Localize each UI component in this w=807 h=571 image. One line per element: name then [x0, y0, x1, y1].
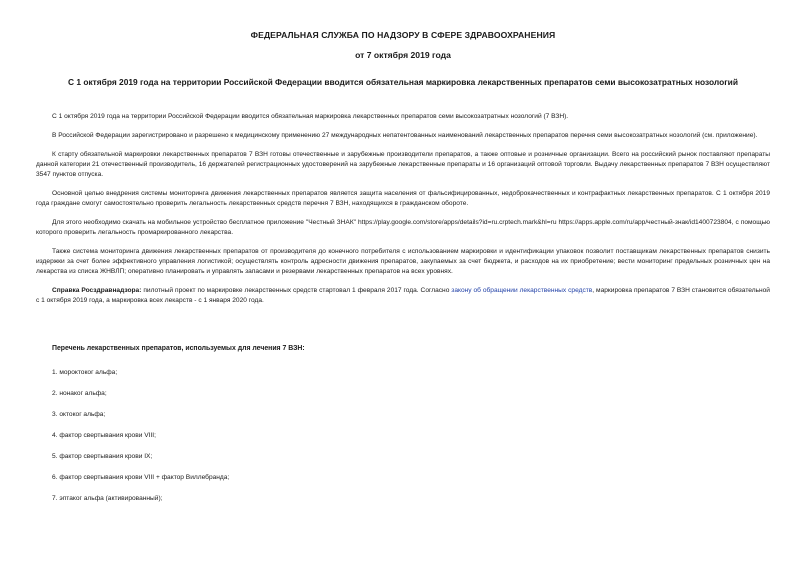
paragraph-benefits: Также система мониторинга движения лекарственных препаратов от производителя до конечного потребителя с использованием маркировки и идентификации упаковок позволит поставщикам лекарственных препаратов снизить издержки за счет более эффективного управления логистикой; осуществлять контроль адресности движения препаратов, закупаемых за счет бюджета, и расходов на их приобретение; вести мониторинг предельных розничных цен на лекарства из списка ЖНВЛП; оперативно планировать и управлять запасами и резервами лекарственных препаратов на всех уровнях. [36, 248, 770, 275]
paragraph-registered: В Российской Федерации зарегистрировано и разрешено к медицинскому применению 27 международных непатентованных наименований лекарственных препаратов перечня семи высокозатратных нозологий (см. приложение). [52, 132, 758, 139]
reference-text-before: пилотный проект по маркировке лекарственных средств стартовал 1 февраля 2017 года. Согласно [141, 287, 452, 294]
reference-text-after: , маркировка препаратов 7 ВЗН становится обязательной с 1 октября 2019 года, а маркировка всех лекарств - с 1 января 2020 года. [36, 287, 770, 304]
list-item: 3. октоког альфа; [52, 411, 106, 418]
document-page [36, 30, 770, 515]
organization-title: ФЕДЕРАЛЬНАЯ СЛУЖБА ПО НАДЗОРУ В СФЕРЕ ЗДРАВООХРАНЕНИЯ [250, 30, 556, 40]
list-item: 2. нонаког альфа; [52, 390, 107, 397]
document-date: от 7 октября 2019 года [355, 50, 451, 60]
list-item: 7. эптаког альфа (активированный); [52, 495, 163, 502]
document-headline: С 1 октября 2019 года на территории Российской Федерации вводится обязательная маркировка лекарственных препаратов семи высокозатратных нозологий [68, 77, 738, 87]
drug-list-title: Перечень лекарственных препаратов, используемых для лечения 7 ВЗН: [52, 345, 305, 352]
list-item: 6. фактор свертывания крови VIII + фактор Виллебранда; [52, 474, 230, 481]
paragraph-reference [36, 286, 770, 306]
list-item: 1. мороктоког альфа; [52, 369, 118, 376]
list-item: 5. фактор свертывания крови IX; [52, 453, 153, 460]
paragraph-app: Для этого необходимо скачать на мобильное устройство бесплатное приложение "Честный ЗНАК" https://play.google.com/store/apps/details?id=ru.crptech.mark&hl=ru https://apps.apple.com/ru/app/честный-знак/id1400723804, с помощью которого проверить легальность промаркированного лекарства. [36, 219, 770, 236]
list-item: 4. фактор свертывания крови VIII; [52, 432, 156, 439]
paragraph-goal: Основной целью внедрения системы мониторинга движения лекарственных препаратов является защита населения от фальсифицированных, недоброкачественных и контрафактных лекарственных препаратов. С 1 октября 2019 года граждане смогут самостоятельно проверить легальность лекарственных средств перечня 7 ВЗН, находящихся в гражданском обороте. [36, 190, 770, 207]
drug-list [36, 368, 770, 504]
paragraph-readiness: К старту обязательной маркировки лекарственных препаратов 7 ВЗН готовы отечественные и зарубежные производители препаратов, а также оптовые и розничные организации. Всего на российский рынок поставляют препараты данной категории 21 отечественный производитель, 16 держателей регистрационных удостоверений на зарубежные лекарственные препараты и 16 организаций оптовой торговли. Выдачу лекарственных препаратов 7 ВЗН осуществляют 3547 пунктов отпуска. [36, 151, 770, 178]
paragraph-intro: С 1 октября 2019 года на территории Российской Федерации вводится обязательная маркировка лекарственных препаратов семи высокозатратных нозологий (7 ВЗН). [52, 113, 569, 120]
reference-lead: Справка Росздравнадзора: [52, 287, 142, 294]
law-link[interactable]: закону об обращении лекарственных средств [451, 287, 593, 294]
